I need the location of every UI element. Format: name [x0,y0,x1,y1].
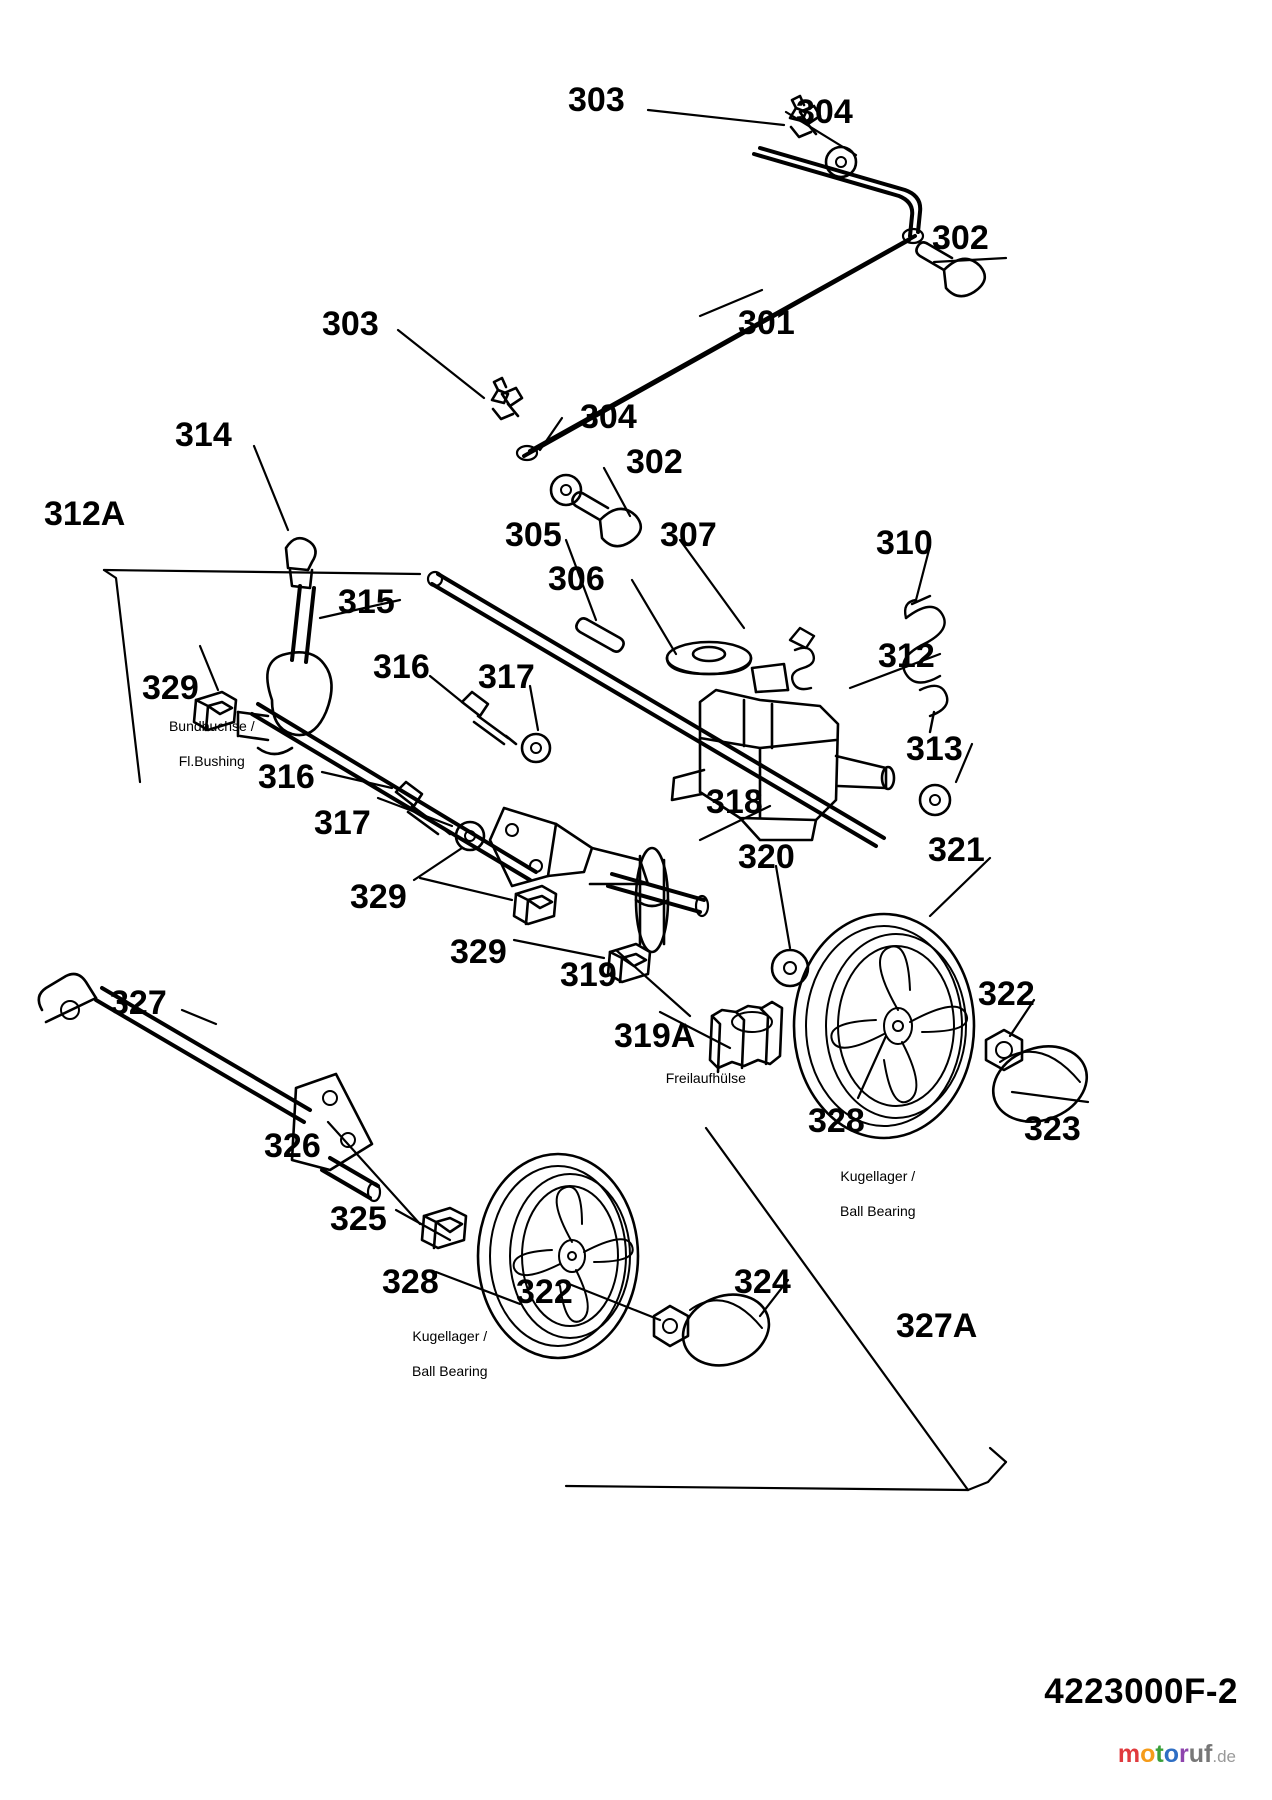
callout-301: 301 [738,304,795,342]
part-307-spring-small [790,628,814,689]
callout-325: 325 [330,1200,387,1238]
watermark-letter-2: o [1140,1740,1156,1768]
callout-327A: 327A [896,1307,978,1345]
annotation-line1: Kugellager / [412,1327,488,1344]
callout-327: 327 [110,984,167,1022]
callout-303-mid: 303 [322,305,379,343]
callout-316-upper: 316 [373,648,430,686]
callout-304-mid: 304 [580,398,637,436]
annotation-328-bearing-left [352,1310,532,1398]
callout-317-lower: 317 [314,804,371,842]
callout-321: 321 [928,831,985,869]
drawing-number: 4223000F-2 [1044,1672,1238,1711]
callout-328-right: 328 [808,1102,865,1140]
callout-322-right: 322 [978,975,1035,1013]
part-bracket-plate [490,808,648,886]
annotation-328-bearing-right [780,1150,960,1238]
callout-307: 307 [660,516,717,554]
part-306-pulley [667,642,751,674]
callout-329-lower: 329 [450,933,507,971]
watermark-letter-1: m [1117,1740,1141,1768]
part-304-washer-mid [551,475,581,505]
callout-323: 323 [1024,1110,1081,1148]
callout-322-left: 322 [516,1273,573,1311]
callout-312: 312 [878,637,935,675]
callout-302-mid: 302 [626,443,683,481]
part-314-knob [286,538,316,588]
annotation-319A-sleeve [608,1052,788,1105]
part-317-washer-upper [522,734,550,762]
watermark-letter-6: uf [1188,1740,1213,1768]
watermark-letter-5: r [1179,1740,1189,1768]
callout-314: 314 [175,416,232,454]
callout-324: 324 [734,1263,791,1301]
annotation-line2: Ball Bearing [412,1362,488,1379]
part-313-washer [920,785,950,815]
annotation-line2: Fl.Bushing [178,752,245,769]
callout-312A: 312A [44,495,126,533]
annotation-line2: Ball Bearing [840,1202,916,1219]
callout-316-lower: 316 [258,758,315,796]
motoruf-watermark [1118,1740,1236,1769]
part-302-cap-mid [572,492,640,546]
callout-328-left: 328 [382,1263,439,1301]
watermark-tld: .de [1212,1747,1236,1766]
callout-306: 306 [548,560,605,598]
part-318-axle-pulley [608,848,708,952]
callout-318: 318 [706,783,763,821]
annotation-329-bushing [120,700,288,788]
callout-319: 319 [560,956,617,994]
annotation-line1: Bundbuchse / [168,717,255,734]
part-305-pin [576,618,623,651]
callout-317-upper: 317 [478,658,535,696]
callout-329-center: 329 [350,878,407,916]
callout-320: 320 [738,838,795,876]
callout-326: 326 [264,1127,321,1165]
part-301-handle-rod [517,148,923,460]
annotation-line1: Freilaufhülse [665,1069,746,1086]
callout-302-top: 302 [932,219,989,257]
callout-313: 313 [906,730,963,768]
watermark-letter-4: o [1163,1740,1180,1768]
callout-329-left: 329 [142,669,199,707]
callout-319A: 319A [614,1017,696,1055]
watermark-letter-3: t [1155,1740,1164,1768]
part-303-clip-mid [492,378,522,419]
annotation-line1: Kugellager / [840,1167,916,1184]
part-327-axle-assembly [39,974,380,1201]
part-316-bolt-upper [462,692,516,744]
part-312A-main-shaft [428,572,884,846]
callout-303-top: 303 [568,81,625,119]
callout-315: 315 [338,583,395,621]
callout-310: 310 [876,524,933,562]
callout-305: 305 [505,516,562,554]
callout-304-top: 304 [796,93,853,131]
part-329-bushing-center [514,886,556,924]
